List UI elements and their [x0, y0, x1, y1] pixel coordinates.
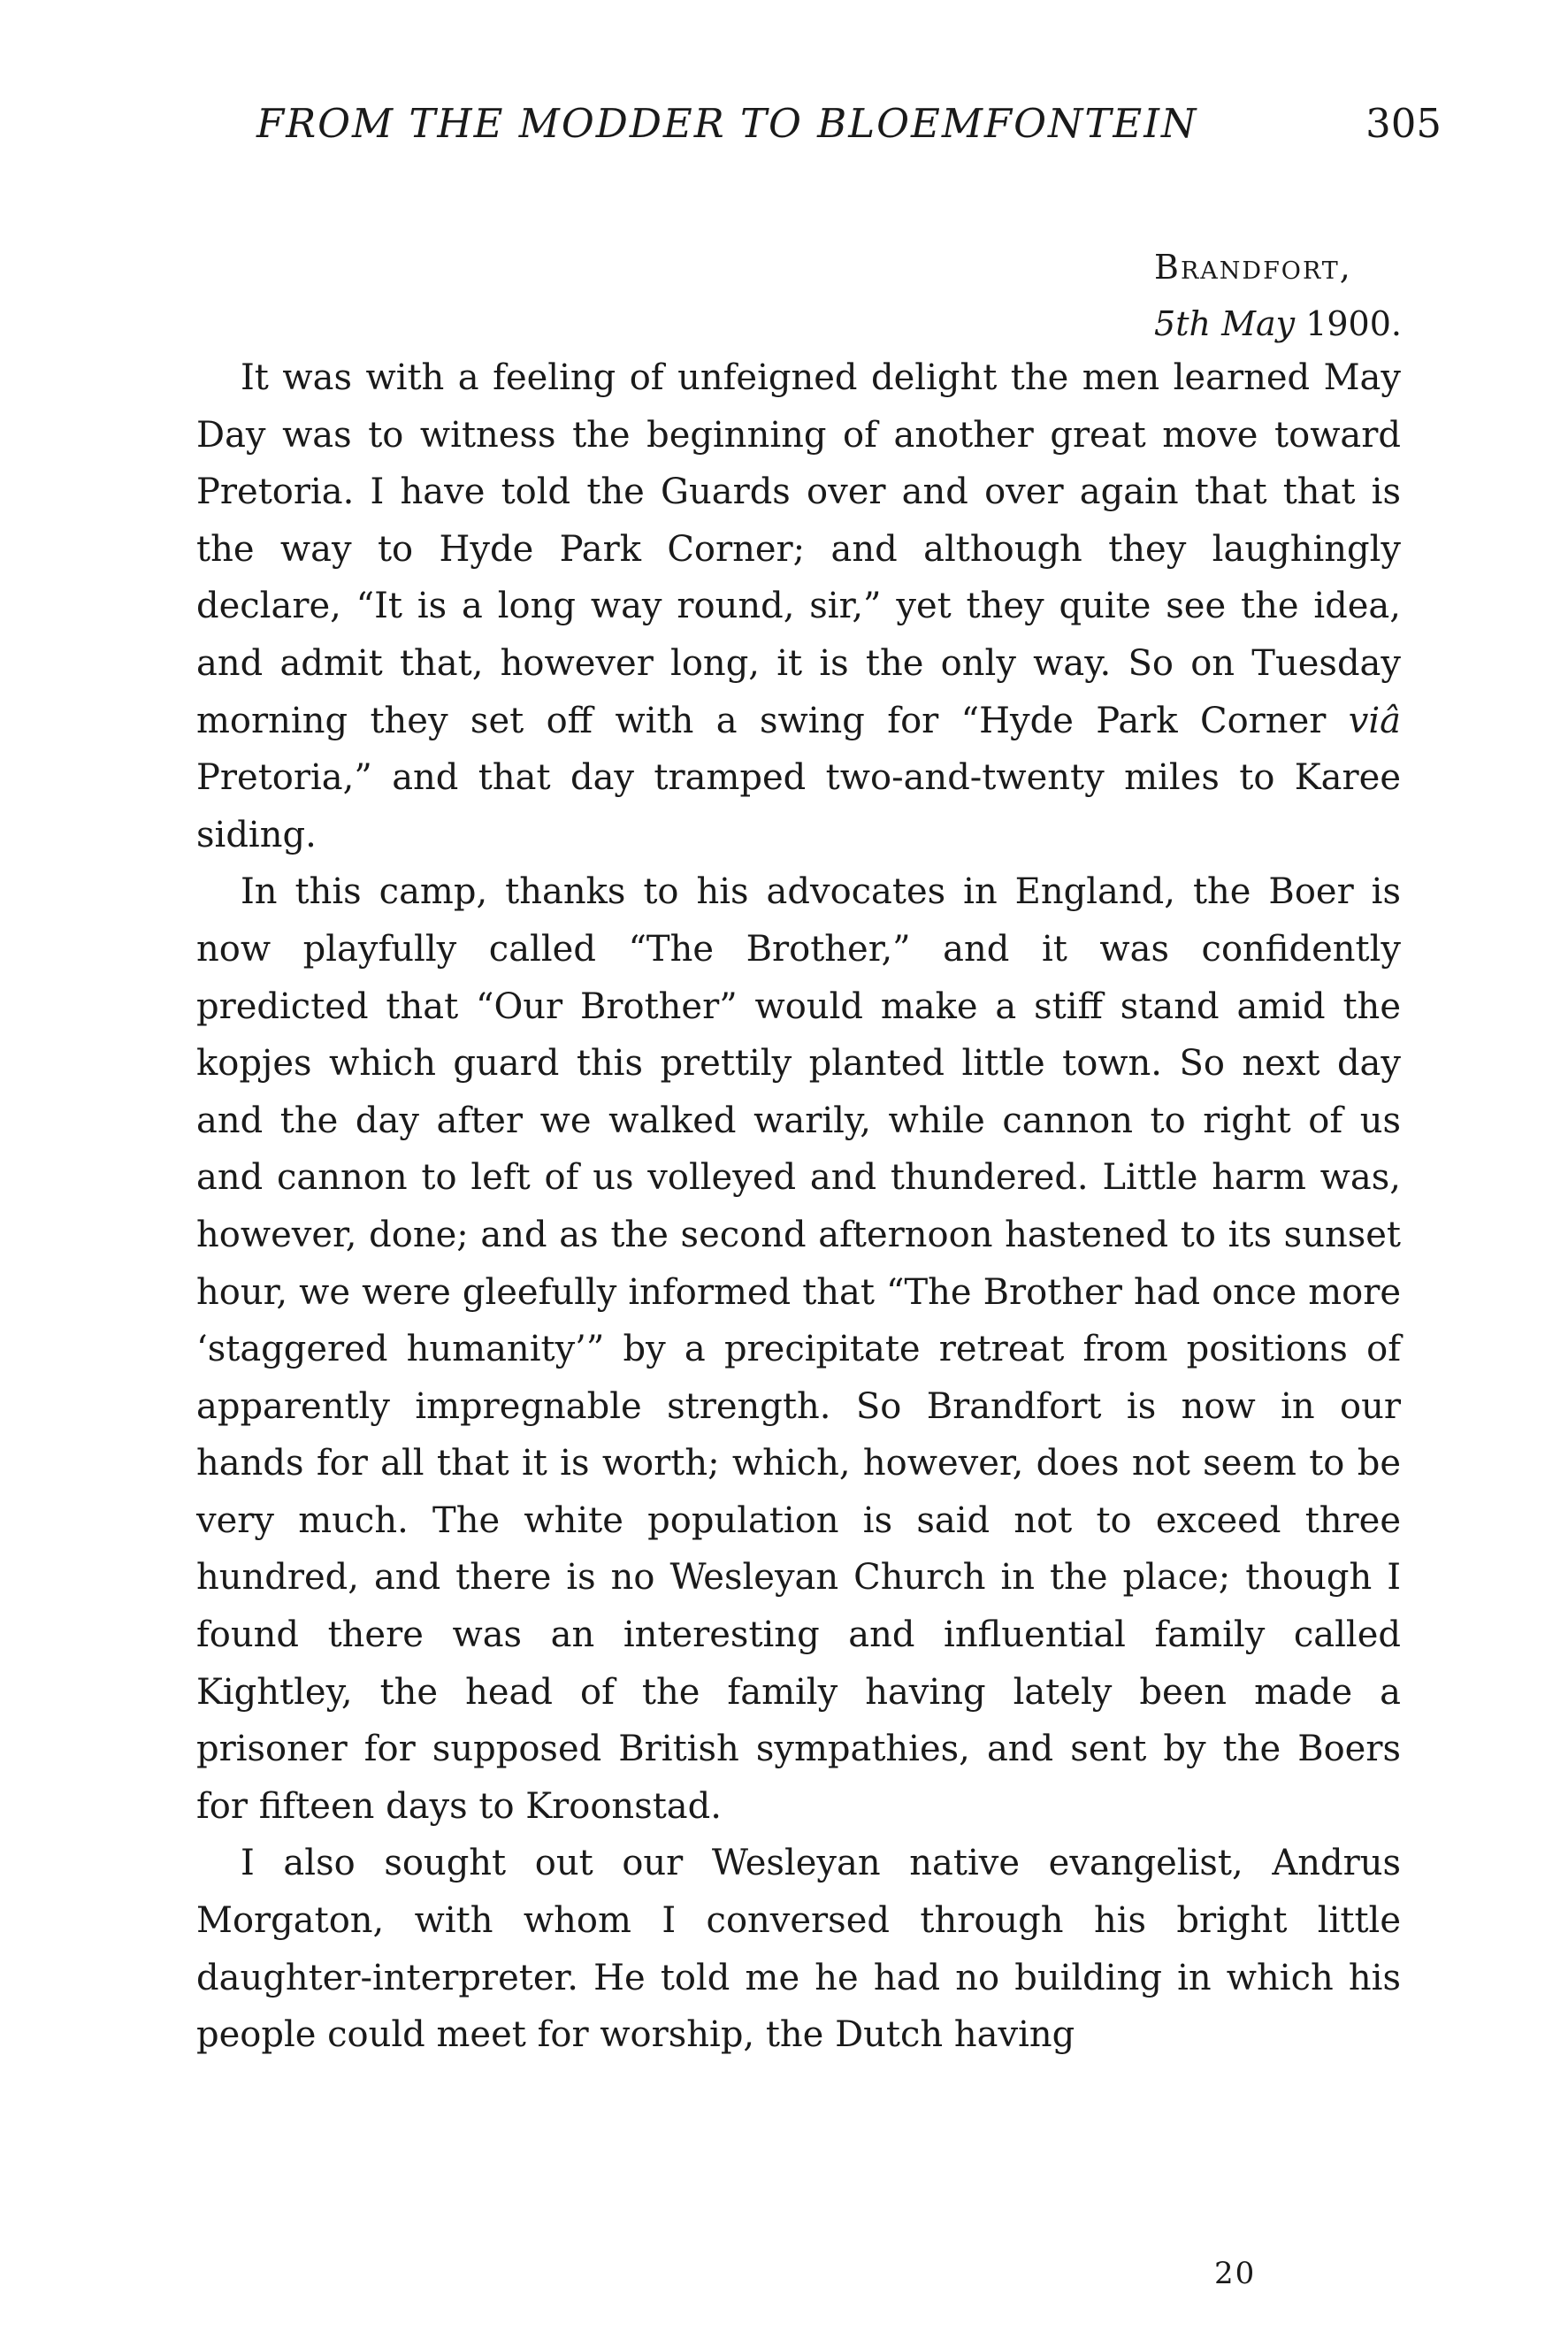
paragraph-2: In this camp, thanks to his advocates in England, the Boer is now playfully called “The Brother,” and it was confidently predicted that “Our Brother” would make a stiff stand amid the kopjes which guard this prettily planted little town. So next day and the day after we walked warily, while cannon to right of us and cannon to left of us volleyed and thundered. Little harm was, however, done; and as the second afternoon hastened to its sunset hour, we were gleefully informed that “The Brother had once more ‘staggered humanity’” by a precipitate retreat from positions of apparently impregnable strength. So Brandfort is now in our hands for all that it is worth; which, however, does not seem to be very much. The white population is said not to exceed three hundred, and there is no Wesleyan Church in the place; though I found there was an interesting and influential family called Kightley, the head of the family having lately been made a prisoner for supposed British sympathies, and sent by the Boers for fifteen days to Kroonstad. — [196, 871, 1401, 1827]
paragraph-1-italic-via: viâ — [1348, 700, 1401, 741]
dateline-place: Brandfort, — [1154, 248, 1352, 287]
dateline — [1154, 239, 1402, 352]
paragraph-3: I also sought out our Wesleyan native evangelist, Andrus Morgaton, with whom I conversed through his bright little daughter-interpreter. He told me he had no building in which his people could meet for worship, the Dutch having — [196, 1843, 1401, 2056]
dateline-year: 1900. — [1305, 304, 1402, 343]
paragraph-1-part-1: It was with a feeling of unfeigned delight the men learned May Day was to witness the beginning of another great move toward Pretoria. I have told the Guards over and over again that that is the way to Hyde Park Corner; and although they laughingly declare, “It is a long way round, sir,” yet they quite see the idea, and admit that, however long, it is the only way. So on Tuesday morning they set off with a swing for “Hyde Park Corner — [196, 357, 1401, 741]
dateline-date — [1154, 295, 1402, 352]
page-number: 305 — [1365, 100, 1442, 147]
running-head — [256, 88, 1442, 159]
paragraph-1 — [196, 349, 1401, 863]
signature-mark: 20 — [1214, 2256, 1257, 2291]
running-title: FROM THE MODDER TO BLOEMFONTEIN — [256, 100, 1198, 147]
body-text — [196, 349, 1401, 2064]
dateline-day: 5th — [1154, 304, 1211, 343]
dateline-month: May — [1221, 304, 1296, 343]
paragraph-1-part-2: Pretoria,” and that day tramped two-and-twenty miles to Karee siding. — [196, 757, 1401, 855]
